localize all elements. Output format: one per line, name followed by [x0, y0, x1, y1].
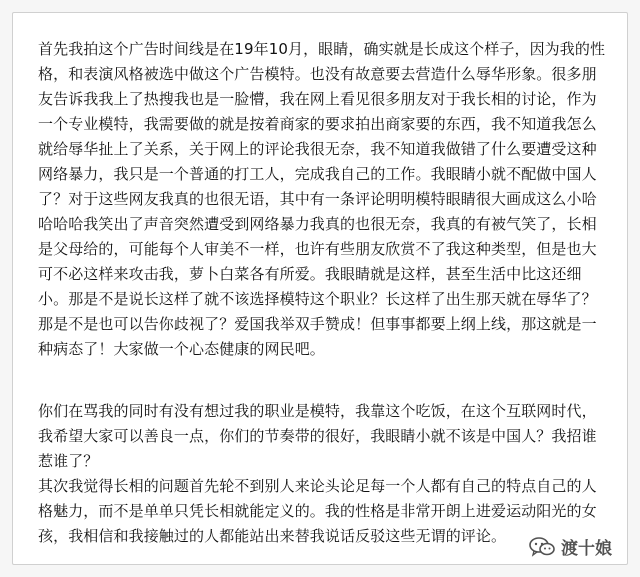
watermark-text: 渡十娘	[561, 539, 612, 559]
text-line: 格魅力，而不是单单只凭长相就能定义的。我的性格是非常开朗上进爱运动阳光的女	[38, 502, 597, 520]
text-line: 种病态了！大家做一个心态健康的网民吧。	[38, 340, 325, 358]
text-line: 可不必这样来攻击我，萝卜白菜各有所爱。我眼睛就是这样，甚至生活中比这还细	[38, 265, 582, 283]
text-line: 格，和表演风格被选中做这个广告模特。也没有故意要去营造什么辱华形象。很多朋	[38, 65, 597, 83]
text-line: 就给辱华扯上了关系，关于网上的评论我很无奈，我不知道我做错了什么要遭受这种	[38, 140, 597, 158]
text-line: 哈哈哈我笑出了声音突然遭受到网络暴力我真的也很无奈，我真的有被气笑了，长相	[38, 215, 597, 233]
text-line: 孩，我相信和我接触过的人都能站出来替我说话反驳这些无谓的评论。	[38, 527, 507, 545]
text-line: 首先我拍这个广告时间线是在19年10月，眼睛，确实就是长成这个样子，因为我的性	[38, 40, 606, 58]
watermark	[529, 534, 612, 559]
text-line: 是父母给的，可能每个人审美不一样，也许有些朋友欣赏不了我这种类型，但是也大	[38, 240, 597, 258]
text-line: 我希望大家可以善良一点，你们的节奏带的很好，我眼睛小就不该是中国人？我招谁	[38, 427, 597, 445]
paragraph-2	[38, 399, 610, 549]
text-line: 那是不是也可以告你歧视了？爱国我举双手赞成！但事事都要上纲上线，那这就是一	[38, 315, 597, 333]
text-line: 友告诉我我上了热搜我也是一脸懵，我在网上看见很多朋友对于我长相的讨论，作为	[38, 90, 597, 108]
text-line: 小。那是不是说长这样了就不该选择模特这个职业？长这样了出生那天就在辱华了？	[38, 290, 597, 308]
text-line: 了？对于这些网友我真的也很无语，其中有一条评论明明模特眼睛很大画成这么小哈	[38, 190, 597, 208]
text-line: 网络暴力，我只是一个普通的打工人，完成我自己的工作。我眼睛小就不配做中国人	[38, 165, 597, 183]
text-line: 你们在骂我的同时有没有想过我的职业是模特，我靠这个吃饭，在这个互联网时代，	[38, 402, 597, 420]
text-line: 其次我觉得长相的问题首先轮不到别人来论头论足每一个人都有自己的特点自己的人	[38, 477, 597, 495]
wechat-icon	[529, 536, 555, 558]
text-line: 一个专业模特，我需要做的就是按着商家的要求拍出商家要的东西，我不知道我怎么	[38, 115, 597, 133]
text-line: 惹谁了？	[38, 452, 99, 470]
paragraph-1	[38, 37, 610, 362]
